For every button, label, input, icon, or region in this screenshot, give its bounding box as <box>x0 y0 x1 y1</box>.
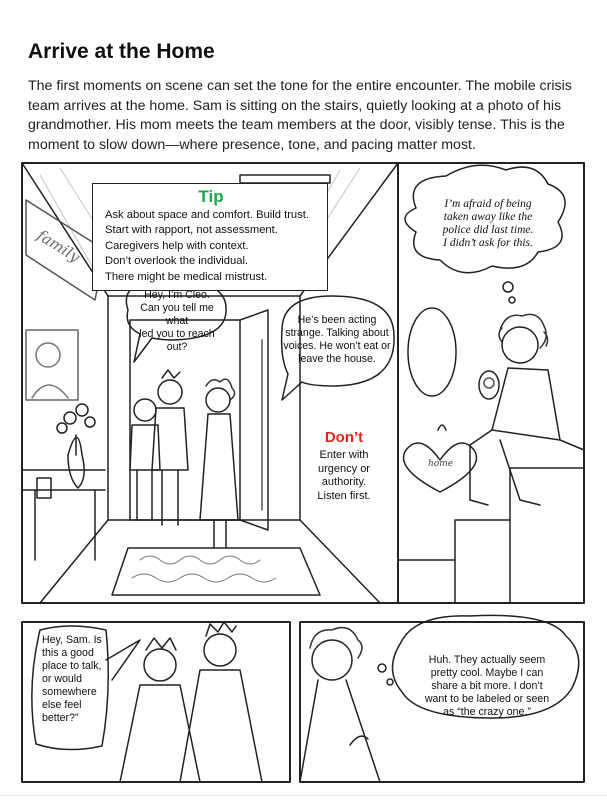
family-sign-label: family <box>33 226 84 267</box>
bubble-line: I didn’t ask for this. <box>443 237 533 249</box>
mom-figure <box>200 379 238 548</box>
bubble-line: Huh. They actually seem <box>428 654 546 666</box>
bubble-line: as “the crazy one.” <box>443 706 531 718</box>
dont-line: urgency or <box>318 462 370 475</box>
bubble-line: somewhere <box>42 686 97 698</box>
bubble-line: taken away like the <box>443 211 533 223</box>
bubble-line: or would <box>42 673 83 685</box>
dont-heading: Don’t <box>324 429 364 446</box>
bubble-line: Hey, I’m Cleo. <box>144 289 210 301</box>
tip-line: Ask about space and comfort. Build trust. <box>105 209 309 221</box>
bubble-line: pretty cool. Maybe I can <box>430 667 544 679</box>
open-door <box>240 310 268 530</box>
tip-line: Start with rapport, not assessment. <box>105 224 278 237</box>
bubble-line: else feel <box>42 699 82 711</box>
bubble-line: this a good <box>42 647 94 659</box>
tip-line: Caregivers help with context. <box>105 239 249 252</box>
grandmother-photo <box>479 371 499 399</box>
dont-line: Enter with <box>319 449 369 461</box>
sam-reply-text <box>402 654 572 719</box>
crisis-workers-figures <box>120 622 262 782</box>
tip-line: Don’t overlook the individual. <box>105 255 249 268</box>
bubble-line: place to talk, <box>42 660 102 672</box>
intro-paragraph: The first moments on scene can set the tone for the entire encounter. The mobile crisis team arrives at the home. Sam is sitting on the stairs, quietly looking at a photo of his grandmother. His mom meets the team members at the door, visibly tense. This is the moment to slow down—where presence, tone, and pacing matter most. <box>28 78 572 153</box>
mom-speech-text <box>282 314 392 366</box>
dont-text <box>306 449 382 503</box>
bubble-line: I’m afraid of being <box>444 198 532 210</box>
hall-table <box>22 470 105 560</box>
tip-box <box>92 183 328 291</box>
worker-speech-text <box>42 634 106 725</box>
flower-vase <box>57 404 95 488</box>
tip-heading: Tip <box>198 187 224 206</box>
page-bottom-rule <box>0 795 607 796</box>
bubble-line: strange. Talking about <box>285 327 389 339</box>
bubble-line: leave the house. <box>298 353 376 365</box>
bubble-line: want to be labeled or seen <box>424 693 550 705</box>
bubble-line: led you to reach out? <box>139 328 215 353</box>
page-title: Arrive at the Home <box>28 40 215 63</box>
sam-bottom-figure <box>300 628 380 782</box>
bubble-line: Hey, Sam. Is <box>42 634 102 646</box>
bubble-line: He’s been acting <box>297 314 377 326</box>
wall-mirror <box>408 308 456 396</box>
team-member-figure <box>152 370 188 525</box>
stairs <box>398 468 584 603</box>
dont-box <box>306 423 382 523</box>
bubble-line: better?” <box>42 712 79 724</box>
heart-label: home <box>428 459 454 469</box>
bubble-line: police did last time. <box>442 224 534 236</box>
bubble-line: share a bit more. I don’t <box>431 680 543 692</box>
dont-line: Listen first. <box>317 489 371 502</box>
sam-figure <box>470 314 584 505</box>
bubble-line: Can you tell me what <box>140 302 214 327</box>
bubble-line: voices. He won’t eat or <box>283 340 391 352</box>
sam-thought-text <box>426 198 550 250</box>
patterned-rug <box>112 548 320 595</box>
dont-line: authority. <box>321 476 367 488</box>
cleo-speech-text <box>128 289 226 354</box>
tip-line: There might be medical mistrust. <box>105 270 268 283</box>
wall-portrait <box>26 330 78 400</box>
